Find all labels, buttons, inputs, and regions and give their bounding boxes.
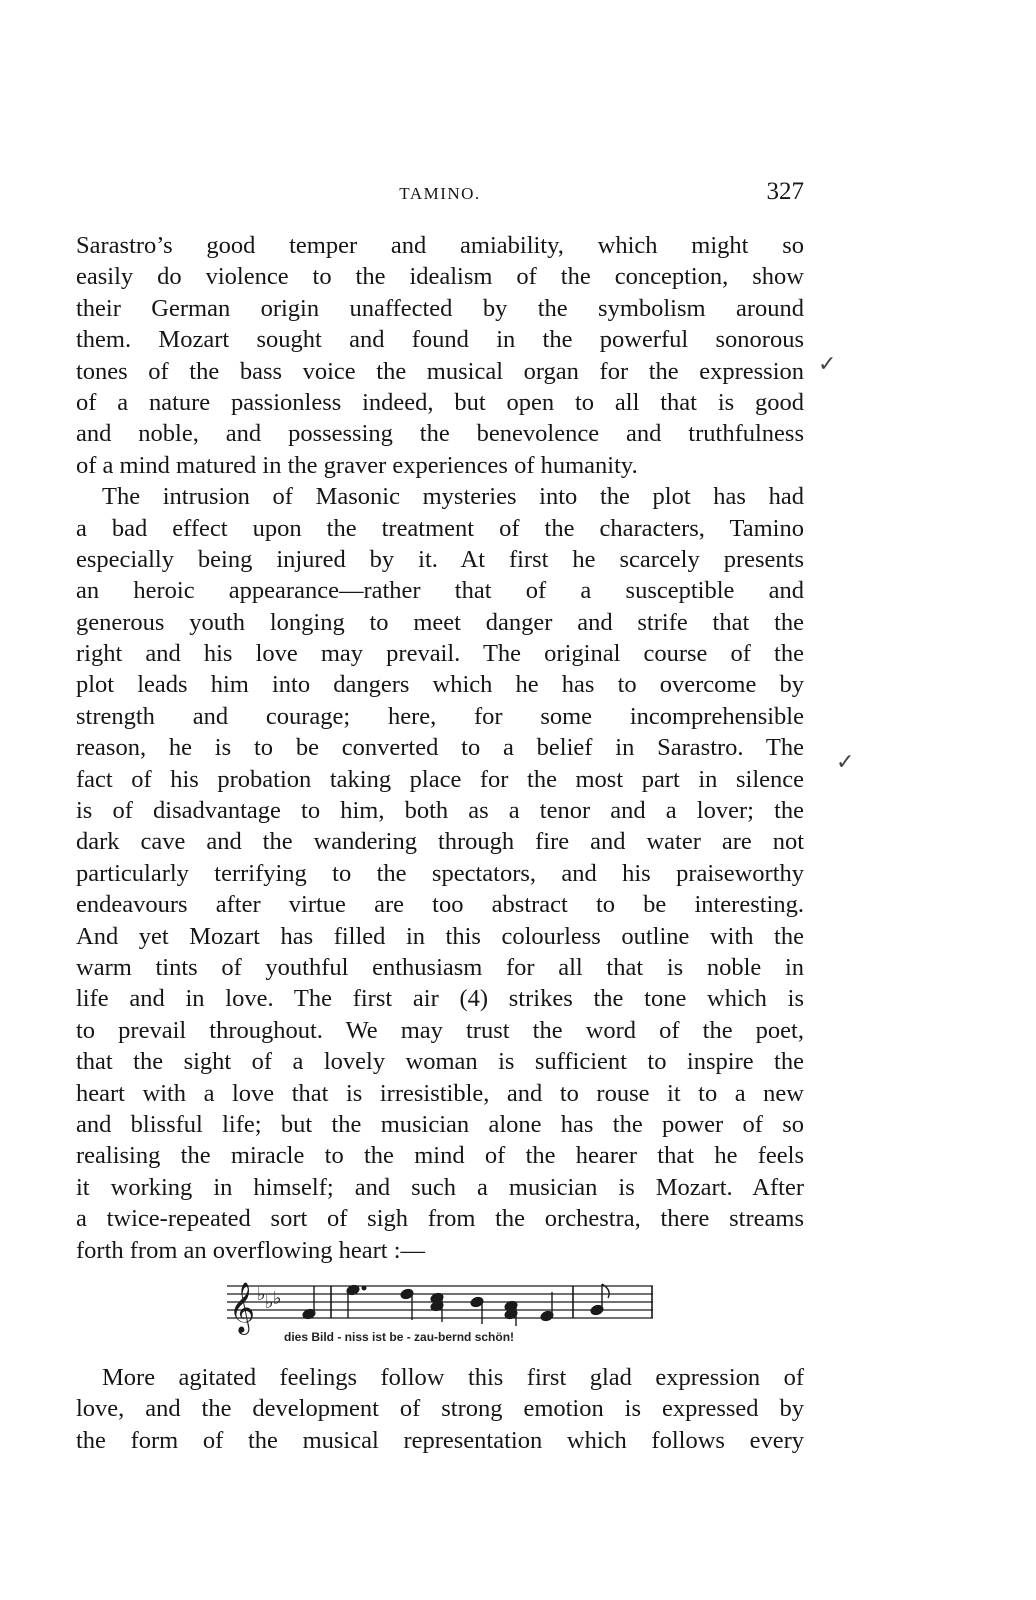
flat-icon: ♭ bbox=[265, 1292, 274, 1313]
treble-clef-icon: 𝄞 bbox=[229, 1282, 256, 1333]
running-head bbox=[76, 178, 804, 208]
text-line: plot leads him into dangers which he has to overcome by bbox=[76, 671, 804, 699]
text-line: right and his love may prevail. The original course of the bbox=[76, 640, 804, 668]
text-line: More agitated feelings follow this first glad expression of bbox=[102, 1364, 804, 1391]
text-line: it working in himself; and such a musician is Mozart. After bbox=[76, 1173, 804, 1201]
text-line: endeavours after virtue are too abstract to be interesting. bbox=[76, 891, 804, 919]
flat-icon: ♭ bbox=[273, 1288, 282, 1309]
text-line: them. Mozart sought and found in the powerful sonorous bbox=[76, 326, 804, 354]
text-line: generous youth longing to meet danger and strife that the bbox=[76, 608, 804, 636]
text-line: that the sight of a lovely woman is sufficient to inspire the bbox=[76, 1048, 804, 1076]
text-line: especially being injured by it. At first he scarcely presents bbox=[76, 545, 804, 573]
text-line: fact of his probation taking place for the most part in silence bbox=[76, 765, 804, 793]
text-line: heart with a love that is irresistible, and to rouse it to a new bbox=[76, 1079, 804, 1107]
text-line: of a mind matured in the graver experiences of humanity. bbox=[76, 451, 638, 479]
text-line: reason, he is to be converted to a belief in Sarastro. The bbox=[76, 734, 804, 762]
text-line: an heroic appearance—rather that of a susceptible and bbox=[76, 577, 804, 605]
text-line: realising the miracle to the mind of the hearer that he feels bbox=[76, 1142, 804, 1170]
text-line: and noble, and possessing the benevolence and truthfulness bbox=[76, 420, 804, 448]
text-line: And yet Mozart has filled in this colourless outline with the bbox=[76, 922, 804, 950]
text-line: to prevail throughout. We may trust the word of the poet, bbox=[76, 1016, 804, 1044]
text-line: love, and the development of strong emotion is expressed by bbox=[76, 1395, 804, 1423]
margin-check-mark: ✓ bbox=[818, 352, 837, 377]
text-line: and blissful life; but the musician alone has the power of so bbox=[76, 1110, 804, 1138]
text-line: a bad effect upon the treatment of the characters, Tamino bbox=[76, 514, 804, 542]
text-line: is of disadvantage to him, both as a tenor and a lover; the bbox=[76, 797, 804, 825]
flat-icon: ♭ bbox=[257, 1284, 266, 1305]
text-line: tones of the bass voice the musical organ for the expression bbox=[76, 357, 804, 385]
page-number: 327 bbox=[766, 178, 804, 205]
text-line: strength and courage; here, for some incomprehensible bbox=[76, 702, 804, 730]
margin-check-mark: ✓ bbox=[836, 750, 855, 775]
text-line: dark cave and the wandering through fire and water are not bbox=[76, 828, 804, 856]
text-line: particularly terrifying to the spectators, and his praiseworthy bbox=[76, 859, 804, 887]
text-line: The intrusion of Masonic mysteries into the plot has had bbox=[102, 483, 804, 511]
notes bbox=[302, 1284, 609, 1326]
body-text bbox=[76, 230, 804, 1266]
text-line: easily do violence to the idealism of the conception, show bbox=[76, 263, 804, 291]
text-line: forth from an overflowing heart :— bbox=[76, 1236, 426, 1264]
text-line: their German origin unaffected by the symbolism around bbox=[76, 294, 804, 322]
text-line: life and in love. The first air (4) strikes the tone which is bbox=[76, 985, 804, 1013]
running-title: TAMINO. bbox=[399, 184, 481, 203]
music-lyrics: dies Bild - niss ist be - zau-bernd schön! bbox=[284, 1330, 515, 1344]
text-line: a twice-repeated sort of sigh from the orchestra, there streams bbox=[76, 1205, 804, 1233]
text-line: of a nature passionless indeed, but open to all that is good bbox=[76, 388, 804, 416]
closing-text bbox=[76, 1362, 804, 1456]
text-line: Sarastro’s good temper and amiability, which might so bbox=[76, 232, 804, 259]
text-line: the form of the musical representation which follows every bbox=[76, 1426, 804, 1454]
music-staff-svg bbox=[225, 1276, 655, 1336]
text-line: warm tints of youthful enthusiasm for all that is noble in bbox=[76, 953, 804, 981]
